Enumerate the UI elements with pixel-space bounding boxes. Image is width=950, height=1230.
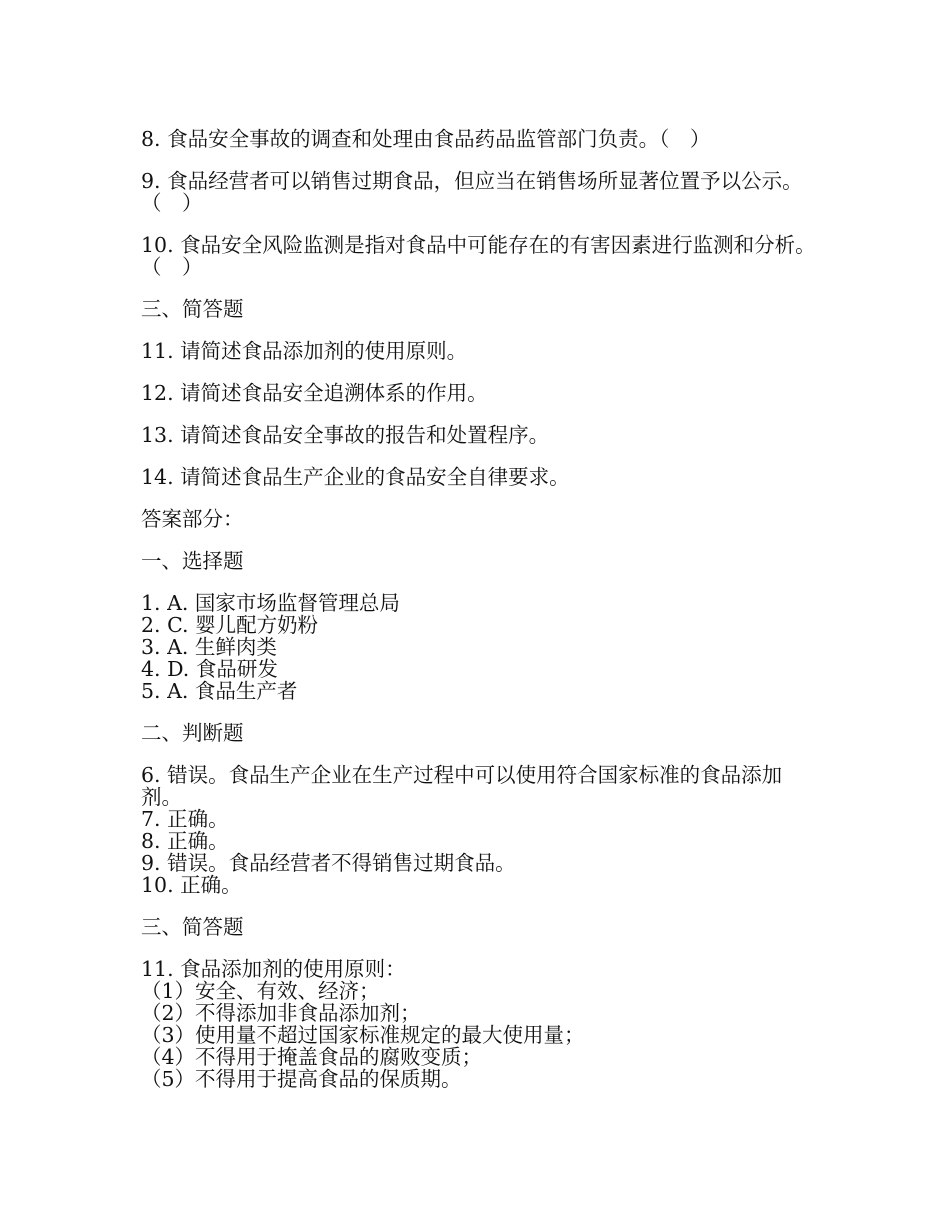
short-answer-question-14: 14. 请简述食品生产企业的食品安全自律要求。 bbox=[141, 465, 570, 489]
answer-choice-item: 1. A. 国家市场监督管理总局 bbox=[141, 591, 400, 615]
document-page bbox=[141, 128, 821, 1110]
answer-judgment-item: 6. 错误。食品生产企业在生产过程中可以使用符合国家标准的食品添加剂。 bbox=[141, 763, 783, 809]
answer-judgment-item: 7. 正确。 bbox=[141, 807, 229, 831]
answers-heading: 答案部分： bbox=[141, 507, 244, 531]
short-answer-question-12: 12. 请简述食品安全追溯体系的作用。 bbox=[141, 381, 488, 405]
judgment-question-8: 8. 食品安全事故的调查和处理由食品药品监管部门负责。（ ） bbox=[141, 127, 711, 151]
judgment-question-10: 10. 食品安全风险监测是指对食品中可能存在的有害因素进行监测和分析。（ ） bbox=[141, 233, 816, 279]
answer-judgment-item: 9. 错误。食品经营者不得销售过期食品。 bbox=[141, 851, 516, 875]
answer-short-item: （4）不得用于掩盖食品的腐败变质； bbox=[141, 1045, 483, 1069]
answer-short-item: 11. 食品添加剂的使用原则： bbox=[141, 957, 406, 981]
answer-judgment-item: 8. 正确。 bbox=[141, 829, 229, 853]
answer-short-item: （5）不得用于提高食品的保质期。 bbox=[141, 1067, 462, 1091]
short-answer-question-13: 13. 请简述食品安全事故的报告和处置程序。 bbox=[141, 423, 550, 447]
answer-short-item: （1）安全、有效、经济； bbox=[141, 979, 380, 1003]
answer-short-item: （3）使用量不超过国家标准规定的最大使用量； bbox=[141, 1023, 585, 1047]
judgment-question-9: 9. 食品经营者可以销售过期食品，但应当在销售场所显著位置予以公示。（ ） bbox=[141, 169, 803, 215]
answers-judgment-list bbox=[141, 764, 821, 896]
short-answer-question-11: 11. 请简述食品添加剂的使用原则。 bbox=[141, 339, 468, 363]
answers-short-heading: 三、简答题 bbox=[141, 915, 244, 939]
answer-choice-item: 3. A. 生鲜肉类 bbox=[141, 635, 277, 659]
answer-short-item: （2）不得添加非食品添加剂； bbox=[141, 1001, 421, 1025]
answer-choice-item: 4. D. 食品研发 bbox=[141, 657, 278, 681]
answers-judgment-heading: 二、判断题 bbox=[141, 721, 244, 745]
answer-choice-item: 5. A. 食品生产者 bbox=[141, 679, 298, 703]
answers-short-list bbox=[141, 958, 821, 1090]
answers-choice-heading: 一、选择题 bbox=[141, 549, 244, 573]
answer-choice-item: 2. C. 婴儿配方奶粉 bbox=[141, 613, 319, 637]
short-answer-heading: 三、简答题 bbox=[141, 297, 244, 321]
answers-choice-list bbox=[141, 592, 821, 702]
answer-judgment-item: 10. 正确。 bbox=[141, 873, 242, 897]
